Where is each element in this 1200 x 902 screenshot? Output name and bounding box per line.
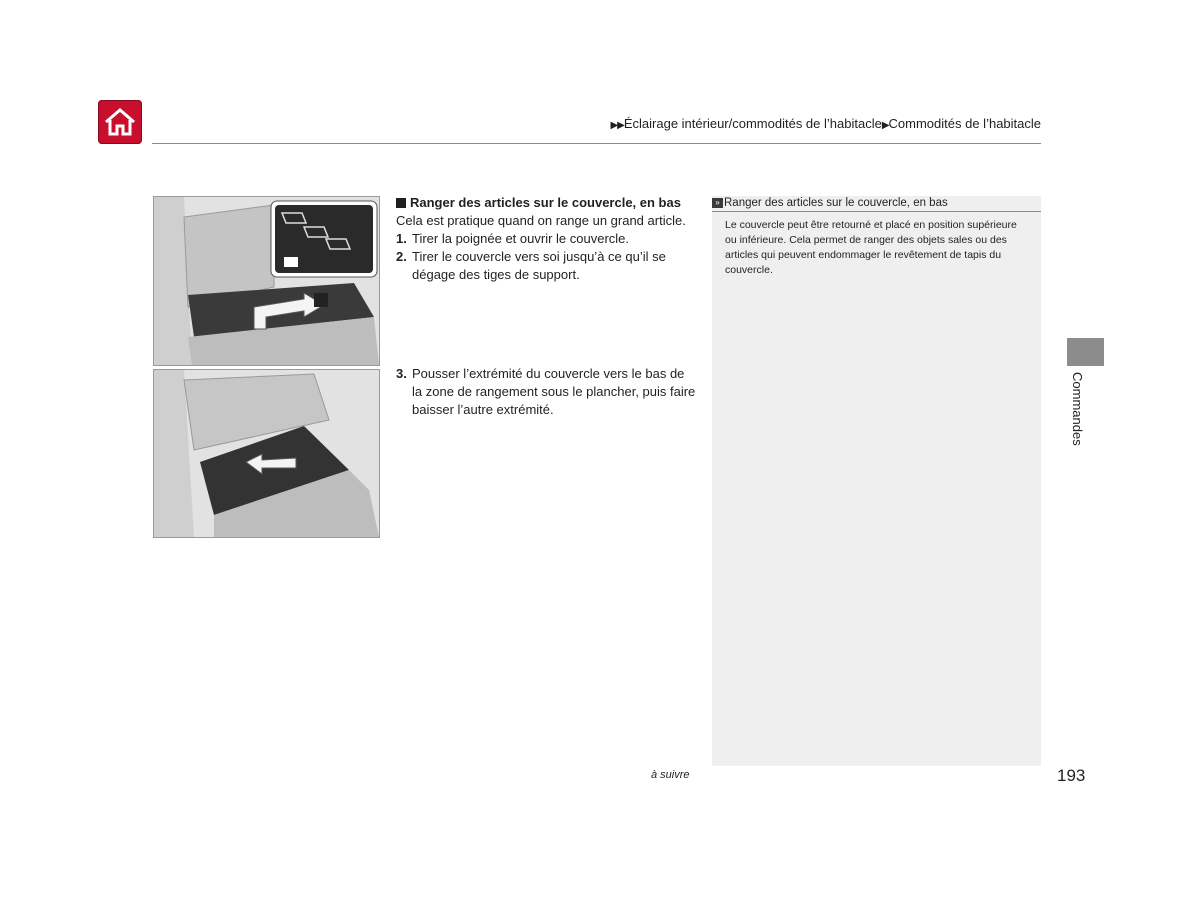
breadcrumb-link-1[interactable]: Éclairage intérieur/commodités de l’habitacle [623, 116, 882, 131]
breadcrumb-link-2[interactable]: Commodités de l’habitacle [888, 116, 1041, 131]
sidenote-body: Le couvercle peut être retourné et placé en position supérieure ou inférieure. Cela permet de ranger des objets sales ou des articles qui peuvent endommager le revêtement de tapis du couvercle. [725, 219, 1017, 276]
step-item: 2. Tirer le couvercle vers soi jusqu’à ce qu’il se dégage des tiges de support. [396, 249, 666, 282]
breadcrumb-arrow-icon: ▶ [881, 120, 889, 131]
illustration-lid-lowered [153, 369, 380, 538]
main-section [396, 194, 696, 284]
step-item: 1. Tirer la poignée et ouvrir le couvercle. [396, 231, 630, 246]
square-bullet-icon [396, 198, 406, 208]
sidenote-panel [712, 196, 1041, 766]
section-heading: Ranger des articles sur le couvercle, en bas [396, 194, 696, 212]
continue-note: à suivre [651, 769, 690, 781]
page-number: 193 [1057, 766, 1086, 785]
sidenote-title: » Ranger des articles sur le couvercle, en bas [712, 196, 1041, 212]
illustration-open-lid [153, 196, 380, 366]
breadcrumb [610, 116, 1041, 131]
chapter-tab[interactable] [1067, 338, 1104, 366]
section-intro: Cela est pratique quand on range un grand article. [396, 213, 686, 228]
reference-arrow-icon: » [712, 198, 723, 208]
step-item: 3. Pousser l’extrémité du couvercle vers le bas de la zone de rangement sous le plancher, puis faire baisser l’autre extrémité. [396, 366, 696, 417]
breadcrumb-arrow-icon: ▶▶ [610, 120, 624, 131]
home-icon [103, 107, 137, 137]
home-button[interactable] [98, 100, 142, 144]
chapter-tab-label[interactable]: Commandes [1070, 372, 1085, 446]
header-divider [152, 143, 1041, 144]
